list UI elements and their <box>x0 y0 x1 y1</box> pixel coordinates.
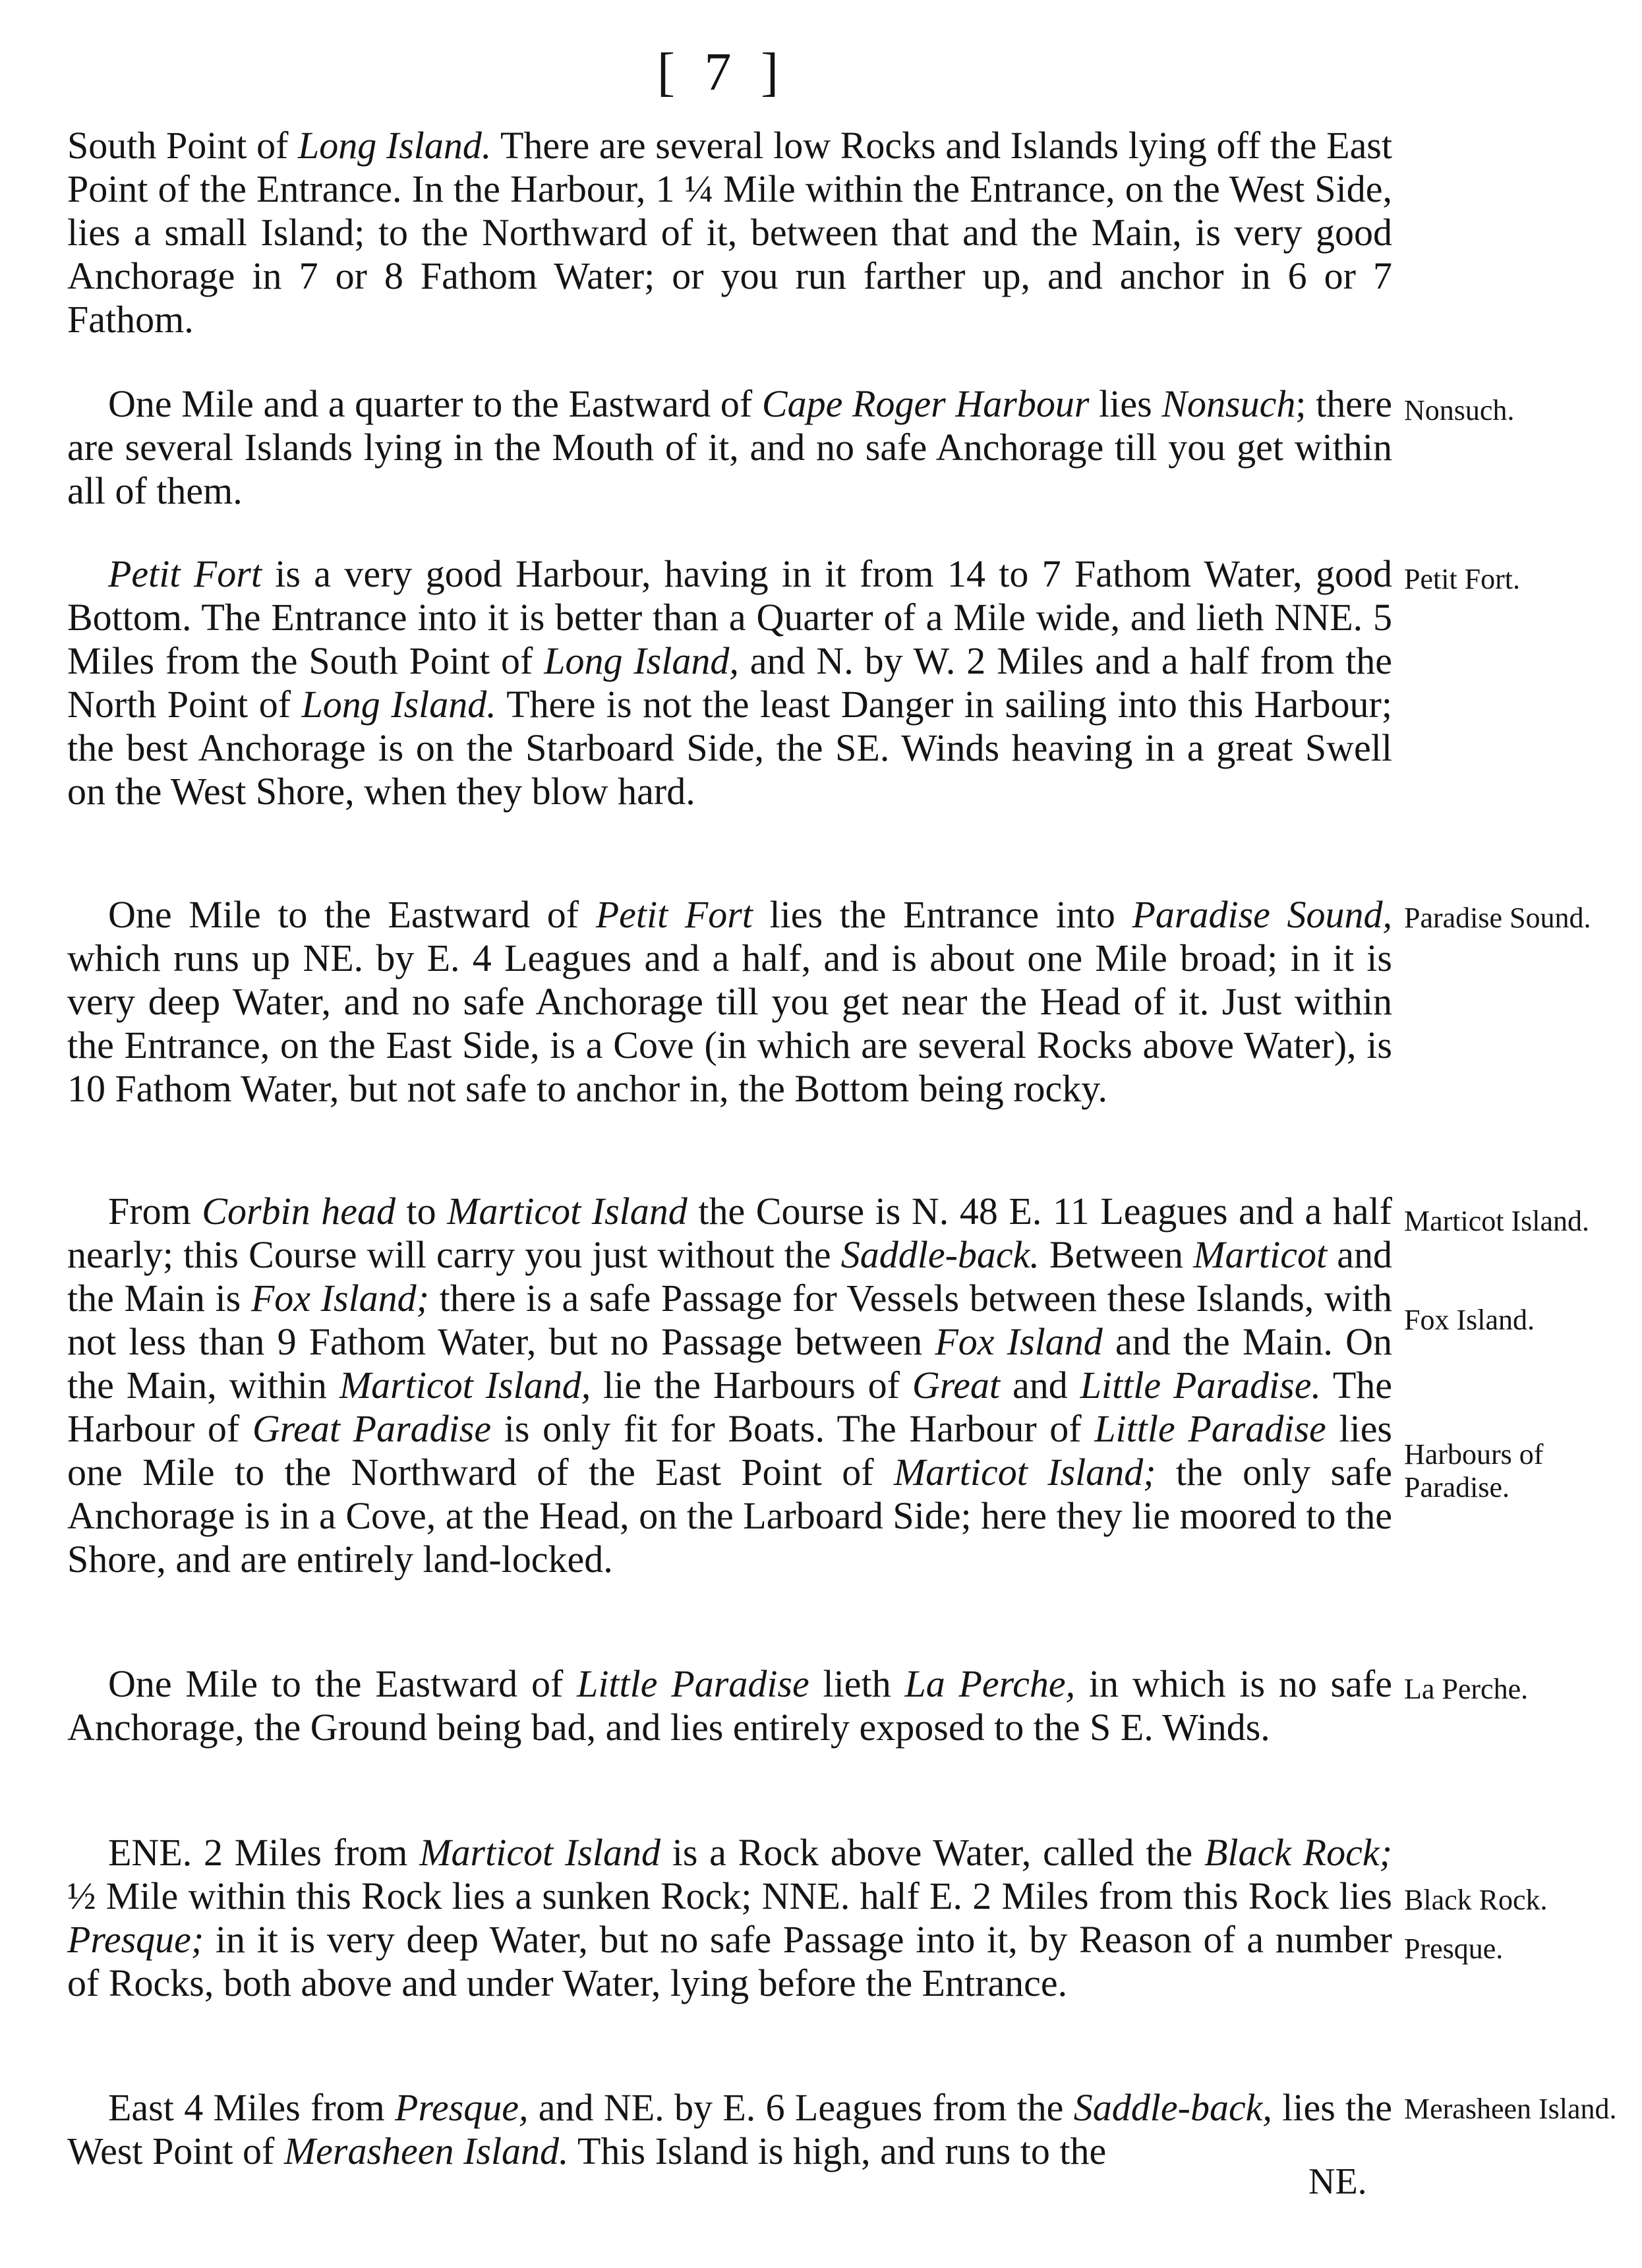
paragraph-paradise-sound <box>67 893 1392 1111</box>
italic-run: Black Rock; <box>1204 1831 1392 1874</box>
italic-run: Saddle-back, <box>1073 2086 1272 2129</box>
text-run: One Mile to the Eastward of <box>108 1662 577 1705</box>
text-run: and N. by W. 2 Miles and a half from the North Point of <box>67 639 1393 726</box>
text-run: Between <box>1039 1233 1194 1276</box>
text-run: There are several low Rocks and Islands lying off the East Point of the Entrance. In the Harbour, 1 ¼ Mile within the Entrance, on the West Side, lies a small Island; to the Northward of it, between that and the Main, is very good Anchorage in 7 or 8 Fathom Water; or you run farther up, and anchor in 6 or 7 Fathom. <box>67 124 1392 341</box>
italic-run: Presque, <box>395 2086 529 2129</box>
italic-run: Long Island. <box>298 124 492 167</box>
text-run: ; there are several Islands lying in the Mouth of it, and no safe Anchorage till you get within all of them. <box>67 382 1393 512</box>
text-run: and <box>1000 1364 1080 1407</box>
margin-note-marticot-island: Marticot Island. <box>1404 1205 1590 1237</box>
text-run: in which is no safe Anchorage, the Ground being bad, and lies entirely exposed to the S E. Winds. <box>67 1662 1392 1749</box>
catchword: NE. <box>1308 2161 1367 2202</box>
text-run: lies the Entrance into <box>752 893 1132 936</box>
italic-run: Little Paradise. <box>1080 1364 1321 1407</box>
text-run: lieth <box>809 1662 905 1705</box>
paragraph-text <box>67 124 1392 341</box>
text-run: There is not the least Danger in sailing into this Harbour; the best Anchorage is on the Starboard Side, the SE. Winds heaving in a great Swell on the West Shore, when they blow hard. <box>67 683 1392 813</box>
italic-run: Petit Fort <box>108 552 262 595</box>
text-run: East 4 Miles from <box>108 2086 396 2129</box>
text-run: and NE. by E. 6 Leagues from the <box>528 2086 1074 2129</box>
paragraph-text <box>67 893 1392 1111</box>
paragraph-petit-fort <box>67 552 1392 813</box>
text-run: One Mile to the Eastward of <box>108 893 596 936</box>
italic-run: Fox Island <box>935 1320 1103 1363</box>
text-run: is a very good Harbour, having in it from 14 to 7 Fathom Water, good Bottom. The Entrance into it is better than a Quarter of a Mile wide, and lieth NNE. 5 Miles from the South Point of <box>67 552 1392 682</box>
paragraph-text <box>67 552 1392 813</box>
text-run: the only safe Anchorage is in a Cove, at the Head, on the Larboard Side; here they lie moored to the Shore, and are entirely land-locked. <box>67 1451 1392 1581</box>
paragraph-nonsuch <box>67 382 1392 513</box>
italic-run: Saddle-back. <box>840 1233 1040 1276</box>
text-run: the Course is N. 48 E. 11 Leagues and a half nearly; this Course will carry you just without the <box>67 1190 1392 1276</box>
margin-note-merasheen-island: Merasheen Island. <box>1404 2093 1617 2125</box>
margin-note-petit-fort: Petit Fort. <box>1404 563 1521 595</box>
text-run: is a Rock above Water, called the <box>660 1831 1204 1874</box>
text-run: lies one Mile to the Northward of the East Point of <box>67 1407 1393 1494</box>
margin-note-nonsuch: Nonsuch. <box>1404 394 1515 426</box>
italic-run: Petit Fort <box>595 893 753 936</box>
margin-note-fox-island: Fox Island. <box>1404 1304 1535 1336</box>
text-run: ½ Mile within this Rock lies a sunken Rock; NNE. half E. 2 Miles from this Rock lies <box>67 1875 1392 1917</box>
text-run: in it is very deep Water, but no safe Passage into it, by Reason of a number of Rocks, both above and under Water, lying before the Entrance. <box>67 1918 1392 2004</box>
paragraph-text <box>67 2086 1392 2173</box>
page-number: [ 7 ] <box>657 42 787 102</box>
margin-note-la-perche: La Perche. <box>1404 1673 1529 1705</box>
text-run: One Mile and a quarter to the Eastward of <box>108 382 762 425</box>
text-run: is only fit for Boats. The Harbour of <box>491 1407 1095 1450</box>
italic-run: Paradise Sound, <box>1132 893 1392 936</box>
text-run: From <box>108 1190 202 1233</box>
italic-run: Long Island, <box>544 639 739 682</box>
italic-run: Presque; <box>67 1918 204 1961</box>
text-run: South Point of <box>67 124 299 167</box>
text-run: lies the West Point of <box>67 2086 1393 2172</box>
italic-run: Little Paradise <box>577 1662 809 1705</box>
text-run: lies <box>1089 382 1162 425</box>
paragraph-la-perche <box>67 1662 1392 1749</box>
margin-note-harbours-of-paradise: Harbours of Paradise. <box>1404 1438 1544 1503</box>
text-run: This Island is high, and runs to the <box>568 2130 1107 2172</box>
italic-run: Nonsuch <box>1161 382 1296 425</box>
margin-note-presque: Presque. <box>1404 1933 1504 1965</box>
italic-run: Corbin head <box>202 1190 396 1233</box>
italic-run: Long Island. <box>301 683 496 726</box>
paragraph-text <box>67 382 1392 513</box>
paragraph-long-island <box>67 124 1392 341</box>
text-run: which runs up NE. by E. 4 Leagues and a half, and is about one Mile broad; in it is very deep Water, and no safe Anchorage till you get near the Head of it. Just within the Entrance, on the East Side, is a Cove (in which are several Rocks above Water), is 10 Fathom Water, but not safe to anchor in, the Bottom being rocky. <box>67 937 1392 1110</box>
paragraph-merasheen <box>67 2086 1392 2173</box>
margin-note-black-rock: Black Rock. <box>1404 1884 1548 1916</box>
text-run: The Harbour of <box>67 1364 1393 1450</box>
text-run: ENE. 2 Miles from <box>108 1831 420 1874</box>
italic-run: Great <box>912 1364 1001 1407</box>
italic-run: Great Paradise <box>252 1407 492 1450</box>
italic-run: Marticot Island, <box>339 1364 591 1407</box>
text-run: and the Main. On the Main, within <box>67 1320 1393 1407</box>
paragraph-black-rock <box>67 1831 1392 2005</box>
italic-run: Marticot <box>1193 1233 1328 1276</box>
text-run: there is a safe Passage for Vessels between these Islands, with not less than 9 Fathom Water, but no Passage between <box>67 1277 1392 1363</box>
italic-run: Marticot Island <box>419 1831 660 1874</box>
italic-run: Marticot Island; <box>893 1451 1156 1494</box>
italic-run: Fox Island; <box>250 1277 429 1320</box>
italic-run: Cape Roger Harbour <box>761 382 1090 425</box>
italic-run: Little Paradise <box>1094 1407 1326 1450</box>
paragraph-marticot-island <box>67 1190 1392 1581</box>
margin-note-paradise-sound: Paradise Sound. <box>1404 902 1591 934</box>
paragraph-text <box>67 1190 1392 1581</box>
text-run: to <box>395 1190 448 1233</box>
paragraph-text <box>67 1831 1392 2005</box>
text-run: lie the Harbours of <box>591 1364 912 1407</box>
italic-run: Merasheen Island. <box>283 2130 569 2172</box>
italic-run: La Perche, <box>904 1662 1076 1705</box>
paragraph-text <box>67 1662 1392 1749</box>
text-run: and the Main is <box>67 1233 1393 1320</box>
italic-run: Marticot Island <box>447 1190 688 1233</box>
